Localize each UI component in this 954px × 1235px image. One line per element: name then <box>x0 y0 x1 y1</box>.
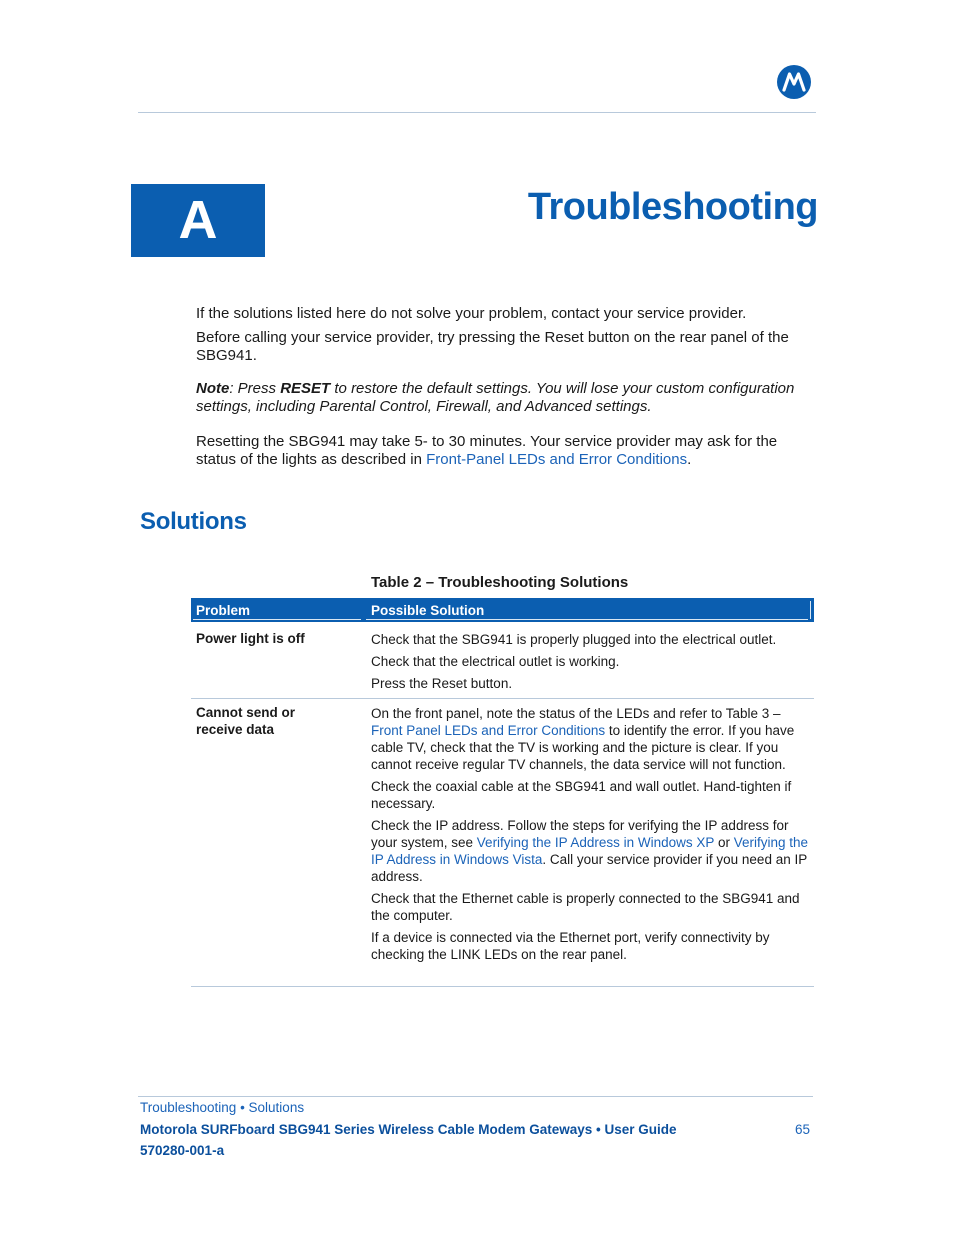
column-header-solution: Possible Solution <box>371 603 485 618</box>
note-reset-word: RESET <box>280 380 331 397</box>
reset-time-text: Resetting the SBG941 may take 5- to 30 minutes. Your service provider may ask for the status of the lights as described in <box>196 433 778 468</box>
solution-text-part: . Call your service provider if you need an IP address. <box>371 852 807 884</box>
solution-text-part: Check the IP address. Follow the steps for verifying the IP address for your system, see <box>371 818 789 850</box>
solution-text-part: to identify the error. If you have cable TV, check that the TV is working and the picture is clear. If you cannot receive regular TV channels, the data service will not function. <box>371 723 795 772</box>
verify-ip-windows-vista-link[interactable]: Verifying the IP Address in Windows Vista <box>371 835 808 867</box>
document-number: 570280-001-a <box>140 1143 225 1158</box>
section-title-solutions: Solutions <box>140 508 247 535</box>
solution-text: Check the coaxial cable at the SBG941 and wall outlet. Hand-tighten if necessary. <box>371 779 792 811</box>
table-caption: Table 2 – Troubleshooting Solutions <box>371 574 629 591</box>
solution-text: If a device is connected via the Ethernet port, verify connectivity by checking the LINK LEDs on the rear panel. <box>371 930 770 962</box>
table-row <box>191 699 814 987</box>
solution-text <box>371 705 811 773</box>
problem-cell: Power light is off <box>196 631 305 646</box>
motorola-logo-icon <box>777 65 811 99</box>
chapter-letter-box: A <box>131 184 265 257</box>
header-rule <box>138 112 816 113</box>
header-underline <box>366 619 808 620</box>
intro-paragraph-2: Before calling your service provider, try pressing the Reset button on the rear panel of the SBG941. <box>196 329 789 364</box>
reset-note <box>196 380 812 416</box>
solution-cell <box>371 631 811 692</box>
footer-breadcrumb: Troubleshooting • Solutions <box>140 1100 305 1115</box>
problem-cell: Cannot send or receive data <box>196 705 296 737</box>
header-edge-rule <box>810 601 811 619</box>
footer-document-title: Motorola SURFboard SBG941 Series Wireless Cable Modem Gateways • User Guide <box>140 1122 677 1137</box>
solution-text: Check that the SBG941 is properly plugged into the electrical outlet. <box>371 632 777 647</box>
solution-text-part: On the front panel, note the status of the LEDs and refer to Table 3 – <box>371 706 781 721</box>
note-press-text: : Press <box>229 380 281 397</box>
table-row <box>191 622 814 699</box>
column-header-problem: Problem <box>196 603 251 618</box>
page-title: Troubleshooting <box>527 186 818 228</box>
solution-text: Check that the Ethernet cable is properly connected to the SBG941 and the computer. <box>371 891 800 923</box>
solution-text <box>371 817 811 885</box>
table-header-row <box>191 598 814 622</box>
verify-ip-windows-xp-link[interactable]: Verifying the IP Address in Windows XP <box>476 835 715 850</box>
intro-paragraph-4 <box>196 433 812 469</box>
troubleshooting-table <box>191 598 814 987</box>
intro-paragraph-1: If the solutions listed here do not solve your problem, contact your service provider. <box>196 305 747 322</box>
page-number: 65 <box>795 1122 811 1137</box>
front-panel-leds-link[interactable]: Front Panel LEDs and Error Conditions <box>371 723 606 738</box>
solution-text: Check that the electrical outlet is working. <box>371 654 620 669</box>
header-underline <box>193 619 361 620</box>
footer-rule <box>138 1096 813 1097</box>
solution-cell <box>371 705 811 963</box>
solution-text-part: or <box>714 835 734 850</box>
note-label: Note <box>196 380 230 397</box>
front-panel-leds-link[interactable]: Front-Panel LEDs and Error Conditions <box>426 451 688 468</box>
solution-text: Press the Reset button. <box>371 676 513 691</box>
note-rest-text: to restore the default settings. You will lose your custom configuration settings, including Parental Control, Firewall, and Advanced settings. <box>196 380 795 415</box>
reset-time-end: . <box>687 451 692 468</box>
